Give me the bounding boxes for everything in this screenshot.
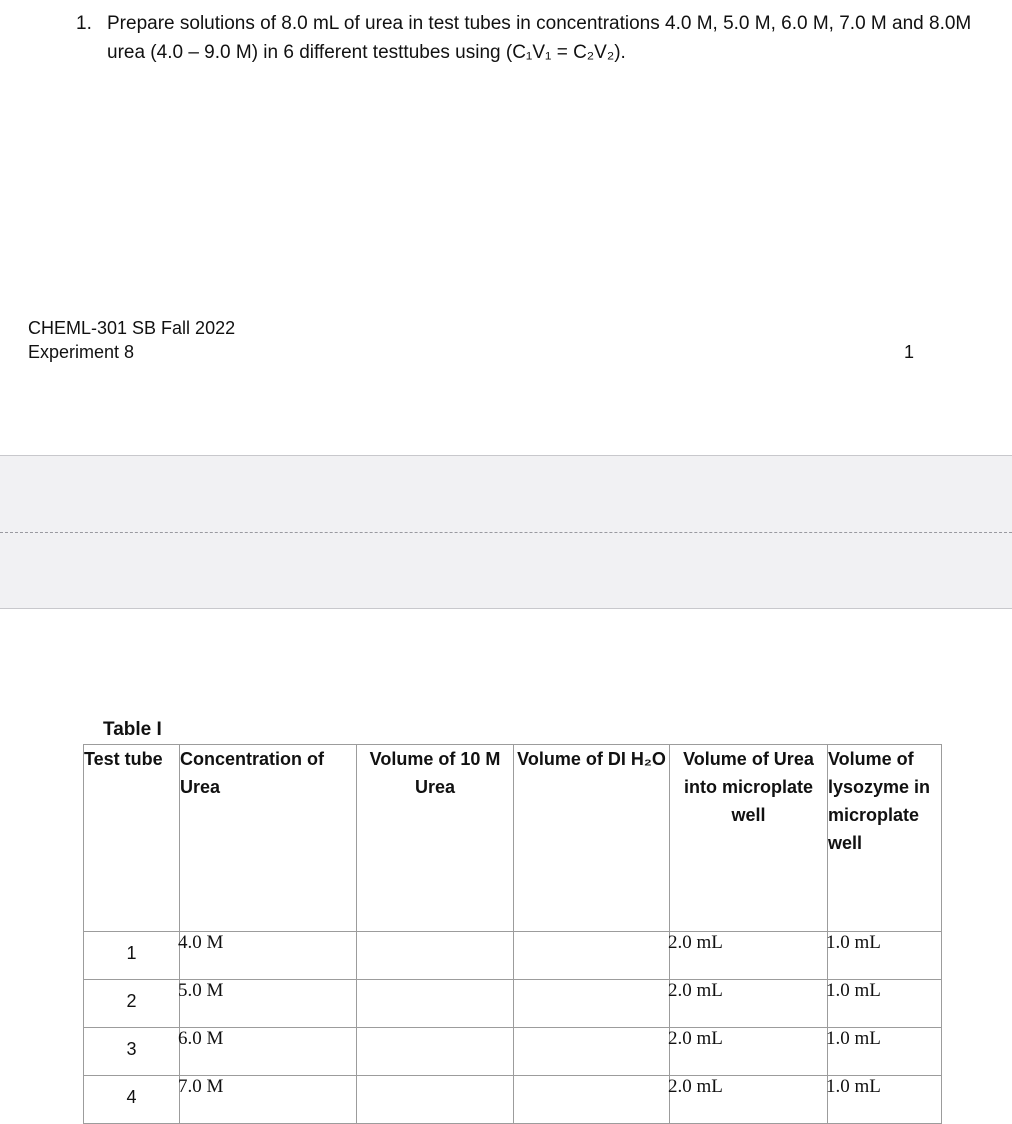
cell-volume-10m-urea[interactable]	[357, 980, 514, 1028]
page-number: 1	[904, 342, 915, 362]
table-header-row	[84, 745, 942, 932]
cell-tube: 2	[84, 980, 180, 1028]
cell-concentration-text: 6.0 M	[178, 1028, 224, 1049]
table-caption: Table I	[103, 719, 162, 740]
cell-volume-lysozyme	[828, 1028, 942, 1076]
cell-volume-urea-well-text: 2.0 mL	[668, 980, 723, 1001]
cell-volume-lysozyme-text: 1.0 mL	[826, 1076, 881, 1097]
cell-volume-urea-well	[670, 1028, 828, 1076]
cell-volume-urea-well-text: 2.0 mL	[668, 1028, 723, 1049]
cell-volume-lysozyme-text: 1.0 mL	[826, 980, 881, 1001]
header-test-tube: Test tube	[84, 745, 180, 932]
cell-tube: 1	[84, 932, 180, 980]
cell-volume-lysozyme-text: 1.0 mL	[826, 932, 881, 953]
table-row	[84, 932, 942, 980]
header-volume-lysozyme: Volume of lysozyme in microplate well	[828, 745, 942, 932]
cell-volume-di-water[interactable]	[514, 1076, 670, 1124]
cell-volume-urea-well-text: 2.0 mL	[668, 932, 723, 953]
cell-tube: 4	[84, 1076, 180, 1124]
cell-concentration-text: 5.0 M	[178, 980, 224, 1001]
header-volume-di-water: Volume of DI H₂O	[514, 745, 670, 932]
course-label: CHEML-301 SB Fall 2022	[28, 318, 236, 338]
cell-volume-10m-urea[interactable]	[357, 1028, 514, 1076]
cell-volume-urea-well-text: 2.0 mL	[668, 1076, 723, 1097]
cell-volume-lysozyme	[828, 1076, 942, 1124]
cell-volume-urea-well	[670, 980, 828, 1028]
cell-volume-urea-well	[670, 932, 828, 980]
cell-concentration	[180, 1076, 357, 1124]
header-concentration: Concentration of Urea	[180, 745, 357, 932]
table-row	[84, 980, 942, 1028]
table-row	[84, 1076, 942, 1124]
question-number: 1.	[76, 13, 92, 34]
experiment-label: Experiment 8	[28, 342, 135, 362]
page-break-gap	[0, 455, 1012, 609]
cell-volume-di-water[interactable]	[514, 980, 670, 1028]
cell-concentration	[180, 1028, 357, 1076]
cell-concentration	[180, 980, 357, 1028]
question-text: Prepare solutions of 8.0 mL of urea in test tubes in concentrations 4.0 M, 5.0 M, 6.0 M, 7.0 M and 8.0M urea (4.0 – 9.0 M) in 6 different testtubes using (C₁V₁ = C₂V₂).	[107, 13, 972, 63]
cell-volume-di-water[interactable]	[514, 932, 670, 980]
urea-table	[83, 744, 942, 1124]
cell-concentration-text: 4.0 M	[178, 932, 224, 953]
cell-concentration	[180, 932, 357, 980]
cell-volume-urea-well	[670, 1076, 828, 1124]
cell-tube: 3	[84, 1028, 180, 1076]
cell-volume-di-water[interactable]	[514, 1028, 670, 1076]
cell-volume-10m-urea[interactable]	[357, 932, 514, 980]
cell-volume-lysozyme-text: 1.0 mL	[826, 1028, 881, 1049]
table-row	[84, 1028, 942, 1076]
page-footer	[28, 316, 235, 364]
cell-volume-lysozyme	[828, 932, 942, 980]
cell-concentration-text: 7.0 M	[178, 1076, 224, 1097]
cell-volume-lysozyme	[828, 980, 942, 1028]
cell-volume-10m-urea[interactable]	[357, 1076, 514, 1124]
header-volume-10m-urea: Volume of 10 M Urea	[357, 745, 514, 932]
page-break-divider	[0, 532, 1012, 533]
header-volume-urea-well: Volume of Urea into microplate well	[670, 745, 828, 932]
